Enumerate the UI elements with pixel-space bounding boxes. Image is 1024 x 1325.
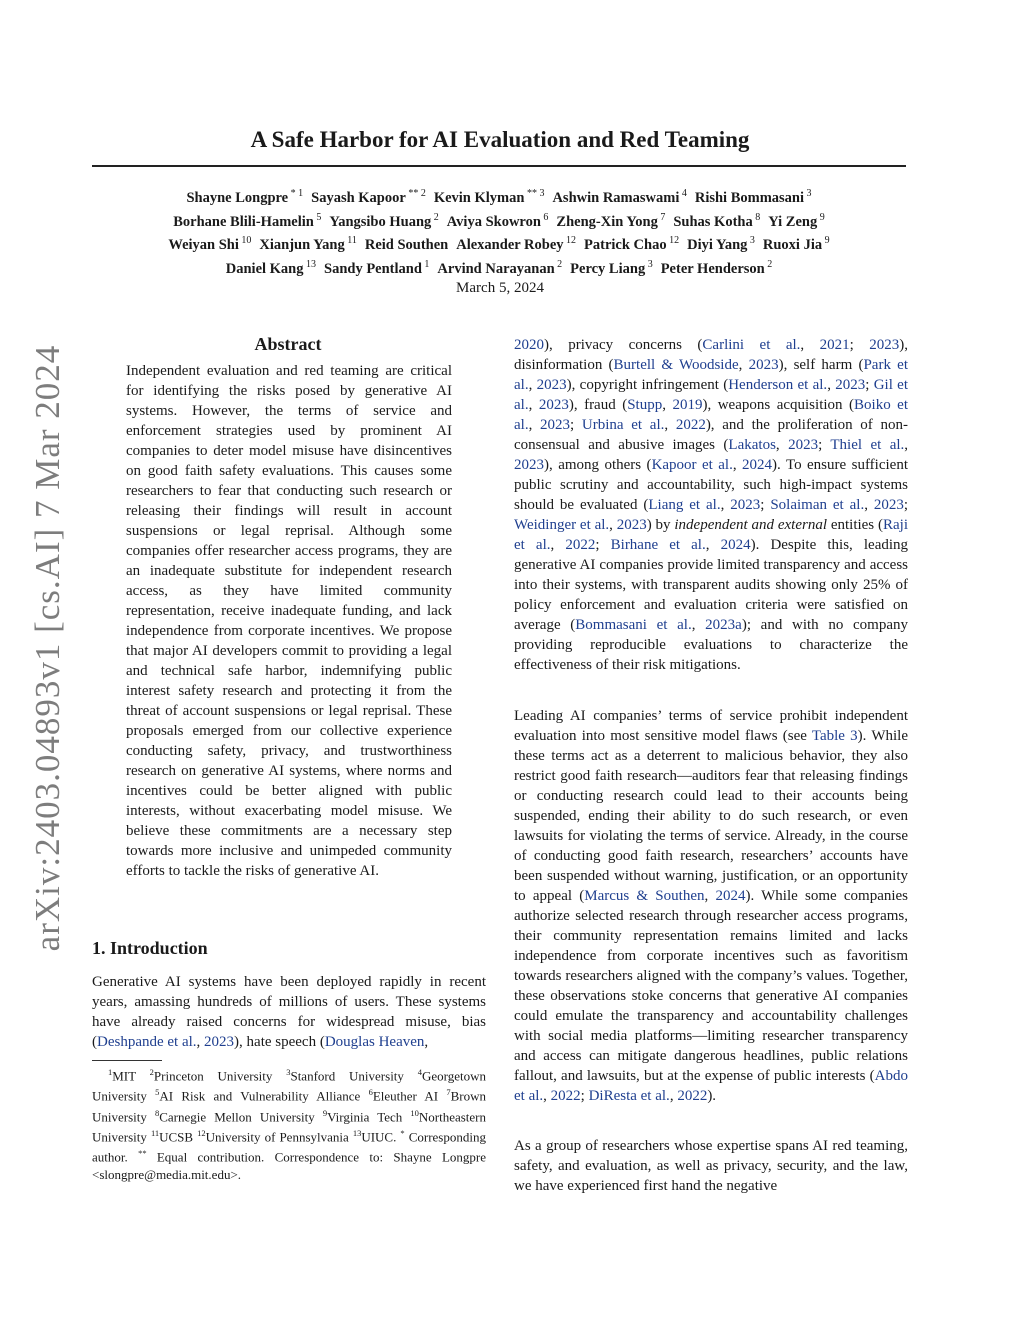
- footnote-marker: 1: [108, 1067, 113, 1077]
- citation-link[interactable]: Henderson et al.: [728, 377, 828, 393]
- author-name-text: Ashwin Ramaswami: [552, 189, 680, 206]
- text-run: ,: [528, 397, 539, 413]
- text-run: ); and with no company providing reproducible evaluations to characterize the effectiveness of their risk mitigations.: [514, 617, 909, 673]
- text-run: ,: [864, 497, 874, 513]
- citation-link[interactable]: 2019: [672, 397, 703, 413]
- affiliation-marker: 2: [764, 259, 773, 271]
- text-run: ), self harm (: [778, 357, 864, 373]
- footnote-marker: 7: [446, 1087, 451, 1098]
- author-name: [673, 211, 761, 230]
- text-run: Princeton University: [153, 1068, 287, 1084]
- affiliation-marker: 3: [747, 235, 755, 247]
- footnote-marker: 2: [149, 1067, 154, 1077]
- citation-link[interactable]: 2023: [540, 417, 571, 433]
- citation-link[interactable]: 2023: [835, 377, 866, 393]
- text-run: Stanford University: [290, 1068, 418, 1084]
- author-name: [329, 211, 439, 230]
- text-run: ,: [904, 437, 909, 453]
- text-run: University of Pennsylvania: [205, 1129, 353, 1145]
- citation-link[interactable]: 2022: [677, 1088, 708, 1104]
- citation-link[interactable]: 2024: [742, 457, 773, 473]
- footnote-marker: 11: [150, 1127, 160, 1138]
- abstract-body: Independent evaluation and red teaming are critical for identifying the risks posed by generative AI systems. However, the terms of service and enforcement strategies used by prominent AI companies to deter model misuse have disincentives on good faith safety evaluations. This causes some researchers to fear that conducting such research or releasing their findings will result in account suspensions or legal reprisal. Although some companies offer researcher access programs, they are an inadequate substitute for independent research access, as they have limited community representation, receive inadequate funding, and lack independence from corporate incentives. We propose that major AI developers commit to providing a legal and technical safe harbor, indemnifying public interest safety research and protecting it from the threat of account suspensions or legal reprisal. These proposals emerged from our collective experience conducting safety, privacy, and trustworthiness research on generative AI systems, where norms and incentives could be better aligned with public interests, without exacerbating model misuse. We believe these commitments are a necessary step towards more inclusive and unimpeded community efforts to tackle the risks of generative AI.: [126, 363, 452, 879]
- author-line: [92, 184, 906, 208]
- text-run: ), disinformation (: [514, 337, 909, 373]
- text-run: ;: [570, 417, 582, 433]
- author-name: [259, 237, 356, 253]
- author-name: [556, 211, 666, 230]
- citation-link[interactable]: 2022: [675, 417, 706, 433]
- citation-link[interactable]: Marcus & Southen: [584, 888, 705, 904]
- affiliation-marker: 3: [804, 188, 812, 199]
- text-run: ,: [705, 537, 721, 553]
- author-name: [456, 237, 576, 253]
- author-name: [324, 261, 429, 277]
- author-name-text: Arvind Narayanan: [437, 261, 555, 278]
- author-name-text: Kevin Klyman: [433, 189, 525, 206]
- citation-link[interactable]: Weidinger et al.: [514, 517, 610, 533]
- author-name-text: Shayne Longpre: [186, 189, 289, 206]
- text-run: Leading AI companies’ terms of service prohibit independent evaluation into most sensitive model flaws (see: [514, 708, 908, 744]
- author-name-text: Patrick Chao: [584, 237, 667, 254]
- text-run: UIUC.: [361, 1129, 401, 1145]
- affiliation-marker: 9: [817, 211, 825, 223]
- text-run: ,: [196, 1034, 205, 1050]
- author-name: [552, 190, 686, 206]
- author-name-text: Yi Zeng: [768, 213, 818, 230]
- affiliation-marker: 12: [563, 235, 577, 247]
- text-run: Georgetown University: [92, 1068, 486, 1104]
- footnote-marker: 3: [286, 1067, 291, 1077]
- text-run: ;: [580, 1088, 589, 1104]
- citation-link[interactable]: Abdo et al.: [514, 1068, 908, 1104]
- citation-link[interactable]: Lakatos: [728, 437, 776, 453]
- text-run: ,: [550, 537, 566, 553]
- author-name-text: Sayash Kapoor: [311, 189, 406, 206]
- intro-paragraph-terms-of-service: [514, 706, 908, 1106]
- text-run: entities (: [827, 517, 883, 533]
- text-run: ,: [691, 617, 706, 633]
- author-name: [186, 190, 303, 206]
- citation-link[interactable]: Liang et al.: [648, 497, 721, 513]
- author-name-text: Alexander Robey: [456, 237, 564, 254]
- text-run: ,: [528, 417, 541, 433]
- text-run: ) by: [646, 517, 675, 533]
- publication-date: March 5, 2024: [456, 280, 544, 296]
- author-name-text: Ruoxi Jia: [762, 237, 823, 254]
- footnote-rule: [92, 1060, 162, 1061]
- citation-link[interactable]: Solaiman et al.: [770, 497, 865, 513]
- affiliation-marker: 4: [679, 188, 687, 199]
- text-run: ;: [760, 497, 771, 513]
- author-name: [437, 261, 562, 277]
- text-run: ;: [903, 497, 909, 513]
- text-run: ), among others (: [544, 457, 652, 473]
- title-rule-top: [92, 165, 906, 167]
- affiliation-marker: 12: [666, 235, 680, 247]
- author-list: [92, 184, 906, 279]
- text-run: ). While these terms act as a deterrent to malicious behavior, they also restrict good faith research—auditors fear that releasing findings or conducting research could lead to their accounts being suspended, ending their ability to do such research, or even lawsuits for violating the terms of service. Already, in the course of conducting good faith research, researchers’ accounts have been suspended without warning, justification, or an opportunity to appeal (: [514, 728, 908, 904]
- paper-title: A Safe Harbor for AI Evaluation and Red Teaming: [250, 127, 750, 152]
- footnote-marker: **: [138, 1148, 147, 1159]
- author-name: [768, 211, 825, 230]
- text-run: Virginia Tech: [327, 1108, 411, 1124]
- text-run: ,: [662, 397, 673, 413]
- text-run: ,: [528, 377, 537, 393]
- text-run: ,: [827, 377, 836, 393]
- text-run: Northeastern University: [92, 1108, 486, 1145]
- citation-link[interactable]: Bommasani et al.: [575, 617, 692, 633]
- text-run: AI Risk and Vulnerability Alliance: [159, 1088, 369, 1104]
- text-run: Generative AI systems have been deployed rapidly in recent years, amassing hundreds of millions of users. These systems have already raised concerns for widespread misuse, bias (: [92, 974, 486, 1050]
- text-run: ,: [543, 1088, 551, 1104]
- author-name: [763, 237, 830, 253]
- author-name-text: Reid Southen: [364, 237, 449, 254]
- affiliation-marker: 6: [540, 211, 549, 223]
- affiliation-marker: ** 3: [524, 188, 545, 199]
- intro-paragraph-researchers: [514, 1136, 908, 1196]
- author-name-text: Diyi Yang: [687, 237, 748, 254]
- text-run: ,: [424, 1034, 429, 1050]
- footnote-marker: 13: [352, 1127, 362, 1138]
- text-run: ). To ensure sufficient public scrutiny and accountability, such high-impact systems should be evaluated (: [514, 457, 908, 513]
- author-name: [434, 190, 545, 206]
- citation-link[interactable]: Birhane et al.: [610, 537, 706, 553]
- footnote-marker: *: [400, 1127, 405, 1138]
- citation-link[interactable]: Stupp: [627, 397, 663, 413]
- author-name: [661, 261, 773, 277]
- text-run: MIT: [112, 1068, 150, 1084]
- citation-link[interactable]: Table 3: [811, 728, 858, 744]
- text-run: ), and the proliferation of non-consensual and abusive images (: [514, 417, 908, 453]
- text-run: ;: [818, 437, 831, 453]
- text-run: Brown University: [92, 1088, 486, 1124]
- text-run: ;: [849, 337, 870, 353]
- affiliation-marker: 3: [645, 259, 653, 271]
- text-run: ,: [669, 1088, 678, 1104]
- author-name-text: Weiyan Shi: [168, 237, 239, 254]
- author-name-text: Borhane Blili-Hamelin: [173, 213, 314, 230]
- citation-link[interactable]: Boiko et al.: [514, 397, 909, 433]
- affiliations-footnote: [92, 1064, 486, 1183]
- citation-link[interactable]: 2022: [565, 537, 596, 553]
- citation-link[interactable]: 2023: [514, 457, 544, 473]
- text-run: ), fraud (: [568, 397, 628, 413]
- text-run: As a group of researchers whose expertise spans AI red teaming, safety, and evaluation, as well as privacy, security, and the law, we have experienced first hand the negative: [514, 1138, 908, 1194]
- text-run: ), privacy concerns (: [544, 337, 703, 353]
- citation-link[interactable]: Park et al.: [514, 357, 908, 393]
- text-run: Carnegie Mellon University: [159, 1108, 323, 1124]
- author-name: [365, 237, 448, 253]
- text-run: ,: [800, 337, 820, 353]
- citation-link[interactable]: Carlini et al.: [702, 337, 801, 353]
- author-name: [226, 261, 316, 277]
- text-run: ), weapons acquisition (: [702, 397, 855, 413]
- citation-link[interactable]: 2023: [869, 337, 900, 353]
- text-run: Equal contribution. Correspondence to: Shayne Longpre <slongpre@media.mit.edu>.: [92, 1149, 487, 1182]
- text-run: ,: [738, 357, 749, 373]
- emphasis-text: independent and external: [674, 517, 827, 533]
- citation-link[interactable]: 2023: [538, 397, 569, 413]
- text-run: Corresponding author.: [92, 1129, 486, 1165]
- author-name-text: Zheng-Xin Yong: [556, 213, 658, 230]
- citation-link[interactable]: Thiel et al.: [830, 437, 905, 453]
- footnote-marker: 5: [155, 1087, 160, 1098]
- citation-link[interactable]: Gil et al.: [514, 377, 908, 413]
- text-run: Eleuther AI: [372, 1088, 447, 1104]
- footnote-marker: 12: [197, 1127, 206, 1138]
- text-run: ). While some companies authorize selected research through researcher access programs, their community representation remains limited and lacks independence from corporate incentives such as favoritism towards researchers aligned with the company’s values. Together, these observations stoke concerns that generative AI companies could emulate the transparency and accountability challenges with social media platforms—limiting researcher transparency and access can mitigate dangerous headlines, public relations fallout, and lawsuits, but at the expense of public interests (: [514, 888, 909, 1084]
- author-line: [92, 232, 906, 256]
- text-run: ).: [707, 1088, 717, 1104]
- author-line: [92, 255, 906, 279]
- text-run: ,: [664, 417, 676, 433]
- footnote-marker: 4: [417, 1067, 422, 1077]
- text-run: ,: [609, 517, 617, 533]
- citation-link[interactable]: Deshpande et al.: [97, 1034, 197, 1050]
- citation-link[interactable]: Urbina et al.: [581, 417, 665, 433]
- citation-link[interactable]: Raji et al.: [514, 517, 908, 553]
- author-name-text: Peter Henderson: [660, 261, 765, 278]
- text-run: ), hate speech (: [234, 1034, 325, 1050]
- footnote-marker: 10: [410, 1107, 419, 1118]
- introduction-heading: 1. Introduction: [92, 938, 208, 958]
- abstract-heading: Abstract: [254, 334, 322, 354]
- author-name-text: Percy Liang: [570, 261, 646, 278]
- author-name: [570, 261, 653, 277]
- affiliation-marker: 1: [421, 259, 430, 271]
- author-name-text: Daniel Kang: [225, 261, 304, 278]
- footnote-marker: 6: [368, 1087, 373, 1098]
- author-name-text: Yangsibo Huang: [329, 213, 432, 230]
- affiliation-marker: ** 2: [405, 188, 426, 199]
- author-name: [584, 237, 679, 253]
- citation-link[interactable]: 2023: [873, 497, 904, 513]
- text-run: UCSB: [159, 1129, 198, 1145]
- intro-paragraph-continued: [514, 335, 908, 675]
- affiliation-marker: 13: [303, 259, 316, 271]
- citation-link[interactable]: DiResta et al.: [588, 1088, 670, 1104]
- author-name-text: Xianjun Yang: [259, 237, 345, 254]
- author-line: [92, 208, 906, 232]
- affiliation-marker: 10: [238, 235, 252, 247]
- citation-link[interactable]: 2024: [720, 537, 751, 553]
- author-name-text: Suhas Kotha: [673, 213, 753, 230]
- affiliation-marker: 7: [657, 211, 666, 223]
- author-name: [695, 190, 812, 206]
- affiliation-marker: 8: [752, 211, 761, 223]
- footnote-marker: 9: [322, 1107, 328, 1118]
- affiliation-marker: 5: [313, 211, 322, 223]
- author-name: [173, 211, 322, 230]
- citation-link[interactable]: 2023: [616, 517, 647, 533]
- author-name-text: Sandy Pentland: [324, 261, 422, 278]
- citation-link[interactable]: 2023: [748, 357, 779, 373]
- affiliation-marker: 2: [554, 259, 563, 271]
- author-name: [168, 237, 251, 253]
- citation-link[interactable]: 2023a: [705, 617, 742, 633]
- citation-link[interactable]: 2023: [788, 437, 819, 453]
- text-run: ), copyright infringement (: [566, 377, 729, 393]
- text-run: ,: [775, 437, 789, 453]
- author-name: [446, 211, 549, 230]
- author-name-text: Rishi Bommasani: [694, 189, 805, 206]
- text-run: ;: [595, 537, 611, 553]
- affiliation-marker: 2: [431, 211, 439, 223]
- citation-link[interactable]: 2021: [819, 337, 850, 353]
- citation-link[interactable]: 2022: [550, 1088, 581, 1104]
- arxiv-identifier-text: arXiv:2403.04893v1 [cs.AI] 7 Mar 2024: [28, 344, 67, 952]
- author-name: [687, 237, 755, 253]
- citation-link[interactable]: Burtell & Woodside: [613, 357, 739, 373]
- text-run: ). Despite this, leading generative AI companies provide limited transparency and access into their systems, with transparent audits showing only 25% of policy enforcement and evaluation criteria were satisfied on average (: [514, 537, 909, 633]
- citation-link[interactable]: Douglas Heaven: [324, 1034, 425, 1050]
- citation-link[interactable]: 2024: [715, 888, 746, 904]
- author-name: [311, 190, 426, 206]
- text-run: ,: [732, 457, 743, 473]
- affiliation-marker: * 1: [288, 188, 304, 199]
- introduction-paragraph: [92, 972, 486, 1052]
- text-run: ,: [720, 497, 731, 513]
- citation-link[interactable]: Kapoor et al.: [651, 457, 733, 473]
- text-run: ;: [865, 377, 874, 393]
- text-run: ,: [704, 888, 716, 904]
- citation-link[interactable]: 2023: [204, 1034, 235, 1050]
- citation-link[interactable]: 2020: [514, 337, 544, 353]
- footnote-marker: 8: [154, 1107, 160, 1118]
- citation-link[interactable]: 2023: [730, 497, 761, 513]
- affiliation-marker: 9: [822, 235, 830, 247]
- citation-link[interactable]: 2023: [536, 377, 567, 393]
- author-name-text: Aviya Skowron: [446, 213, 541, 230]
- affiliation-marker: 11: [344, 235, 357, 247]
